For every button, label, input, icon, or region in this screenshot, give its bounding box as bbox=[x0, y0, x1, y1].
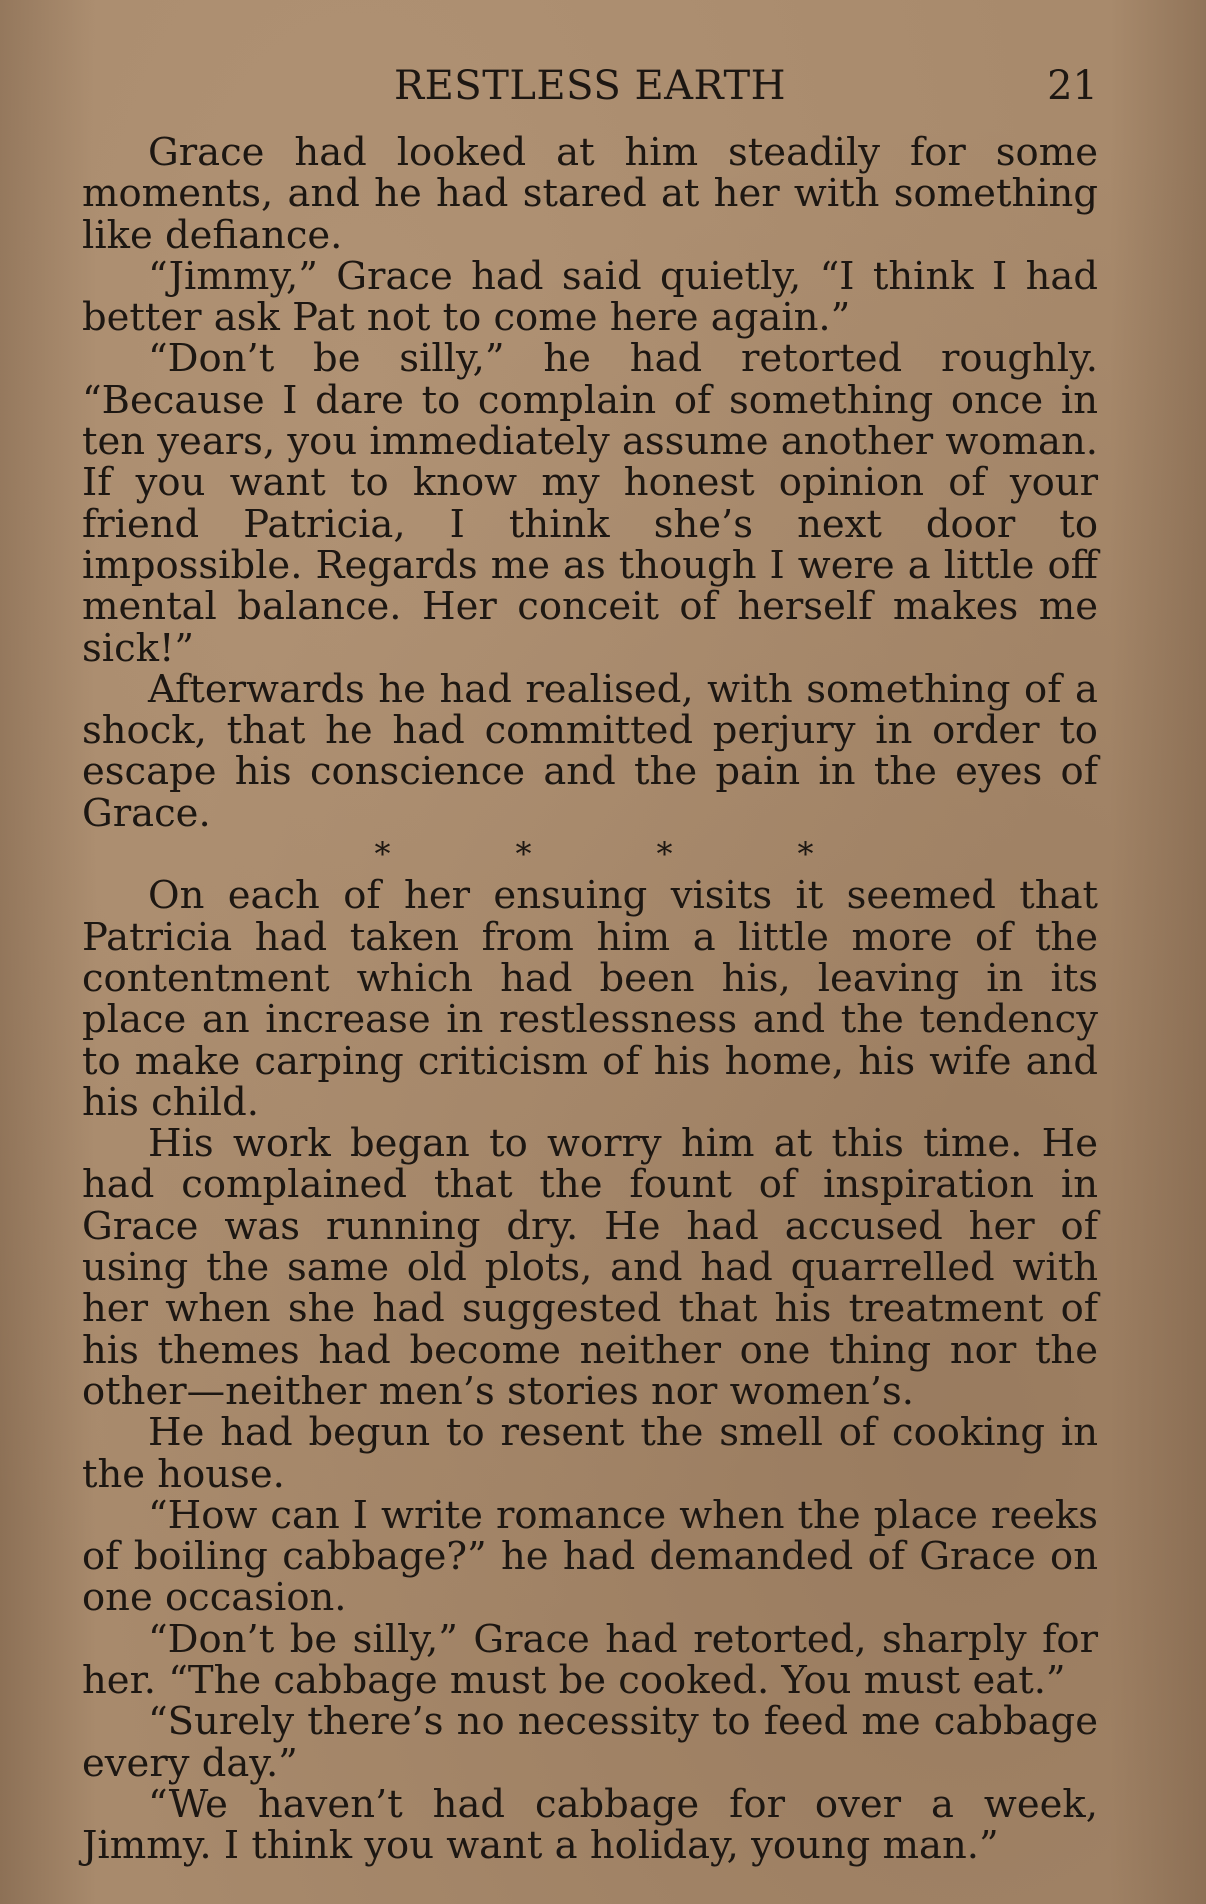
paragraph-8: “How can I write romance when the place reeks of boiling cabbage?” he had demanded of Grace on one occasion. bbox=[82, 1492, 1098, 1621]
page-number: 21 bbox=[1047, 63, 1098, 109]
running-head bbox=[82, 58, 1098, 114]
running-title: RESTLESS EARTH bbox=[393, 63, 787, 109]
paragraph-6: His work began to worry him at this time. He had complained that the fount of inspiration in Grace was running dry. He had accused her of using the same old plots, and had quarrelled with her when she had suggested that his treatment of his themes had become neither one thing nor the other—neither men’s stories nor women’s. bbox=[82, 1121, 1098, 1414]
paragraph-11: “We haven’t had cabbage for over a week, Jimmy. I think you want a holiday, young man.” bbox=[82, 1781, 1098, 1869]
paragraph-10: “Surely there’s no necessity to feed me cabbage every day.” bbox=[82, 1699, 1098, 1786]
separator-star: * bbox=[656, 835, 673, 874]
paragraph-5: On each of her ensuing visits it seemed that Patricia had taken from him a little more of the contentment which had been his, leaving in its place an increase in restlessness and the tendency to make carping criticism of his home, his wife and his child. bbox=[82, 873, 1098, 1125]
separator-star: * bbox=[515, 835, 532, 874]
separator-star: * bbox=[374, 835, 391, 874]
section-separator bbox=[82, 834, 1098, 875]
body-text bbox=[82, 130, 1099, 1869]
paragraph-2: “Jimmy,” Grace had said quietly, “I think I had better ask Pat not to come here again.” bbox=[82, 253, 1098, 341]
paragraph-9: “Don’t be silly,” Grace had retorted, sharply for her. “The cabbage must be cooked. You must eat.” bbox=[82, 1616, 1098, 1703]
paragraph-3: “Don’t be silly,” he had retorted roughly. “Because I dare to complain of something once in ten years, you immediately assume another woman. If you want to know my honest opinion of your friend Patricia, I think she’s next door to impossible. Regards me as though I were a little off mental balance. Her conceit of herself makes me sick!” bbox=[82, 336, 1099, 671]
book-page bbox=[82, 58, 1099, 1869]
paragraph-4: Afterwards he had realised, with something of a shock, that he had committed perjury in order to escape his conscience and the pain in the eyes of Grace. bbox=[82, 666, 1098, 836]
paragraph-1: Grace had looked at him steadily for some moments, and he had stared at her with something like defiance. bbox=[82, 130, 1098, 258]
separator-star: * bbox=[797, 835, 814, 874]
paragraph-7: He had begun to resent the smell of cooking in the house. bbox=[82, 1410, 1098, 1497]
